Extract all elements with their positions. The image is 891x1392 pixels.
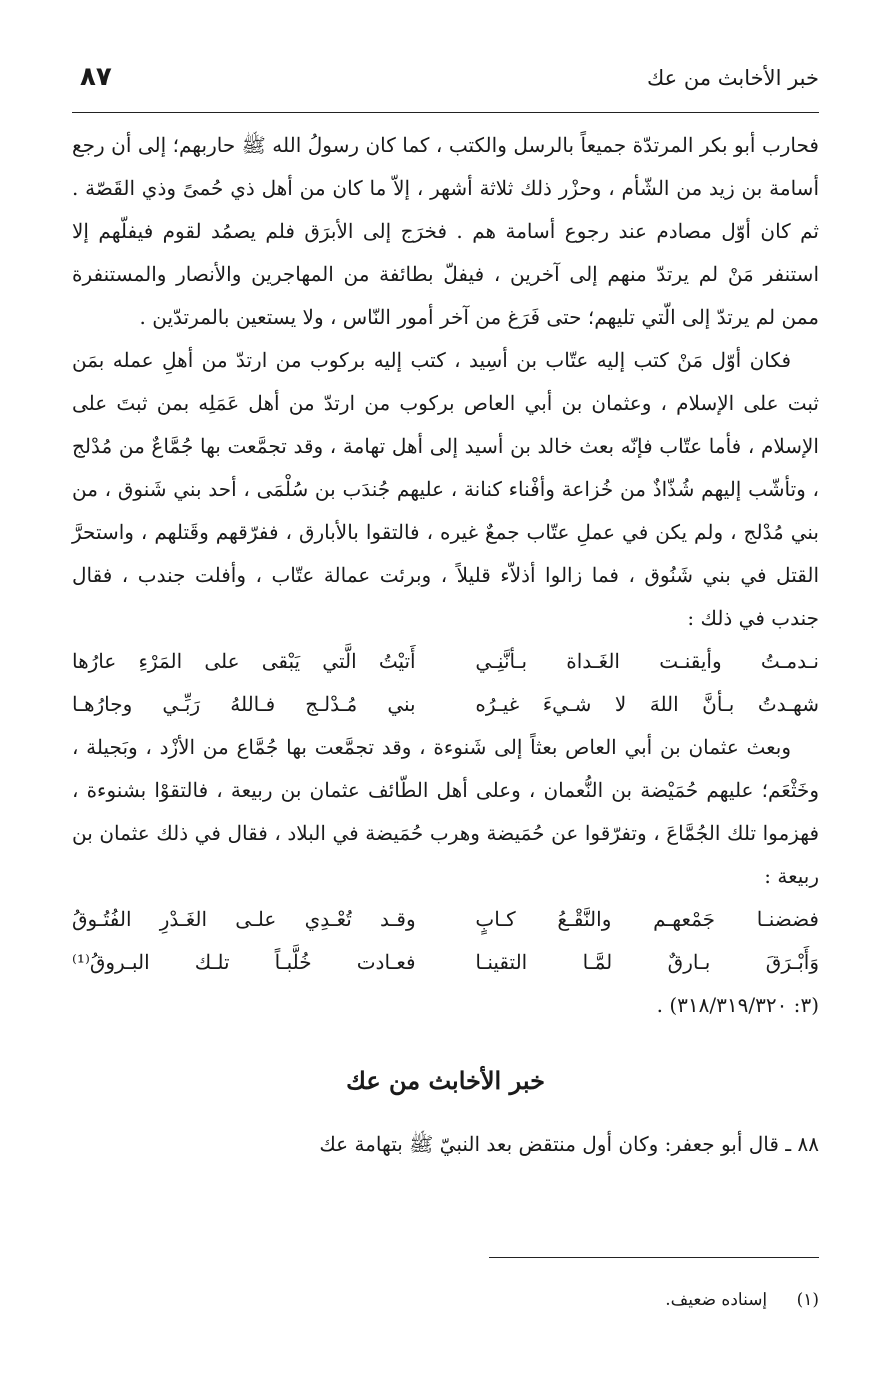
verse-hemistich: أَتيْتُ الَّتي يَبْقى على المَرْءِ عارُها (72, 649, 416, 673)
verse-line (72, 898, 819, 941)
verse-hemistich: وقـد تُعْـدِي علـى الغَـدْرِ الفُتُـوقُ (72, 907, 416, 931)
footnote (665, 1290, 819, 1310)
footnote-rule (489, 1257, 819, 1258)
verse-hemistich: بني مُـدْلـج فـاللهُ رَبِّـي وجارُهـا (72, 692, 416, 716)
verse-hemistich: فعـادت خُلَّبـاً تلـك البـروقُ⁽¹⁾ (72, 950, 416, 974)
verse-hemistich: وَأَبْـرَقَ بـارقٌ لمَّـا التقينـا (475, 950, 819, 974)
poem-uthman (72, 898, 819, 984)
verse-hemistich: فضضنـا جَمْعهـم والنَّقْـعُ كـابٍ (475, 907, 819, 931)
verse-line (72, 941, 819, 984)
footnote-number: (١) (796, 1290, 819, 1310)
verse-line (72, 640, 819, 683)
running-head-title: خبر الأخابث من عك (646, 66, 819, 90)
running-head (72, 62, 819, 102)
verse-line (72, 683, 819, 726)
section-opening-paragraph: ٨٨ ـ قال أبو جعفر: وكان أول منتقض بعد النبيّ ﷺ بتهامة عك (319, 1132, 819, 1156)
header-rule (72, 112, 819, 113)
page-number: ٨٧ (80, 62, 112, 92)
paragraph: وبعث عثمان بن أبي العاص بعثاً إلى شَنوءة ، وقد تجمَّعت بها جُمَّاع من الأزْد ، وبَجيلة ، وخَثْعَم؛ عليهم حُمَيْضة بن النُّعمان ، وعلى أهل الطّائف عثمان بن ربيعة ، فالتقوْا بشنوءة ، فهزموا تلك الجُمَّاعَ ، وتفرّقوا عن حُمَيضة وهرب حُمَيضة في البلاد ، فقال في ذلك عثمان بن ربيعة : (72, 735, 819, 888)
section-heading: خبر الأخابث من عك (346, 1066, 545, 1095)
verse-hemistich: شهـدتُ بـأنَّ اللهَ لا شـيءَ غيـرُه (475, 692, 819, 716)
main-text (72, 124, 819, 1166)
source-citation: (٣: ٣١٨/٣١٩/٣٢٠) . (656, 993, 819, 1017)
verse-hemistich: نـدمـتُ وأيقنـت الغَـداة بـأنَّنِـي (475, 649, 819, 673)
paragraph: فكان أوّل مَنْ كتب إليه عتّاب بن أسِيد ، كتب إليه بركوب من ارتدّ من أهلِ عمله بمَن ثبت على الإسلام ، وعثمان بن أبي العاص بركوب من ارتدّ من أهل عَمَلِه بمن ثبتَ على الإسلام ، فأما عتّاب فإنّه بعث خالد بن أسيد إلى أهل تهامة ، وقد تجمَّعت بها جُمَّاعٌ من مُدْلج ، وتأشّب إليهم شُذّاذٌ من خُزاعة وأفْناء كنانة ، عليهم جُندَب بن سُلْمَى ، أحد بني شَنوق ، من بني مُدْلج ، ولم يكن في عملِ عتّاب جمعٌ غيره ، فالتقوا بالأبارق ، ففرّقهم وقَتلهم ، واستحرَّ القتل في بني شَنُوق ، فما زالوا أذلاّء قليلاً ، وبرئت عمالة عتّاب ، وأفلت جندب ، فقال جندب في ذلك : (72, 348, 819, 630)
poem-jundab (72, 640, 819, 726)
footnote-text: إسناده ضعيف. (665, 1290, 768, 1310)
paragraph: فحارب أبو بكر المرتدّة جميعاً بالرسل والكتب ، كما كان رسولُ الله ﷺ حاربهم؛ إلى أن رجع أسامة بن زيد من الشّأم ، وحزْر ذلك ثلاثة أشهر ، إلاّ ما كان من أهل ذي حُمىً وذي القَصّة . ثم كان أوّل مصادم عند رجوع أسامة هم . فخرَج إلى الأبرَق فلم يصمُد لقوم فيفلّهم إلا استنفر مَنْ لم يرتدّ منهم إلى آخرين ، فيفلّ بطائفة من المهاجرين والأنصار والمستنفرة ممن لم يرتدّ إلى الّتي تليهم؛ حتى فَرَغ من آخر أمور النّاس ، ولا يستعين بالمرتدّين . (72, 133, 820, 329)
